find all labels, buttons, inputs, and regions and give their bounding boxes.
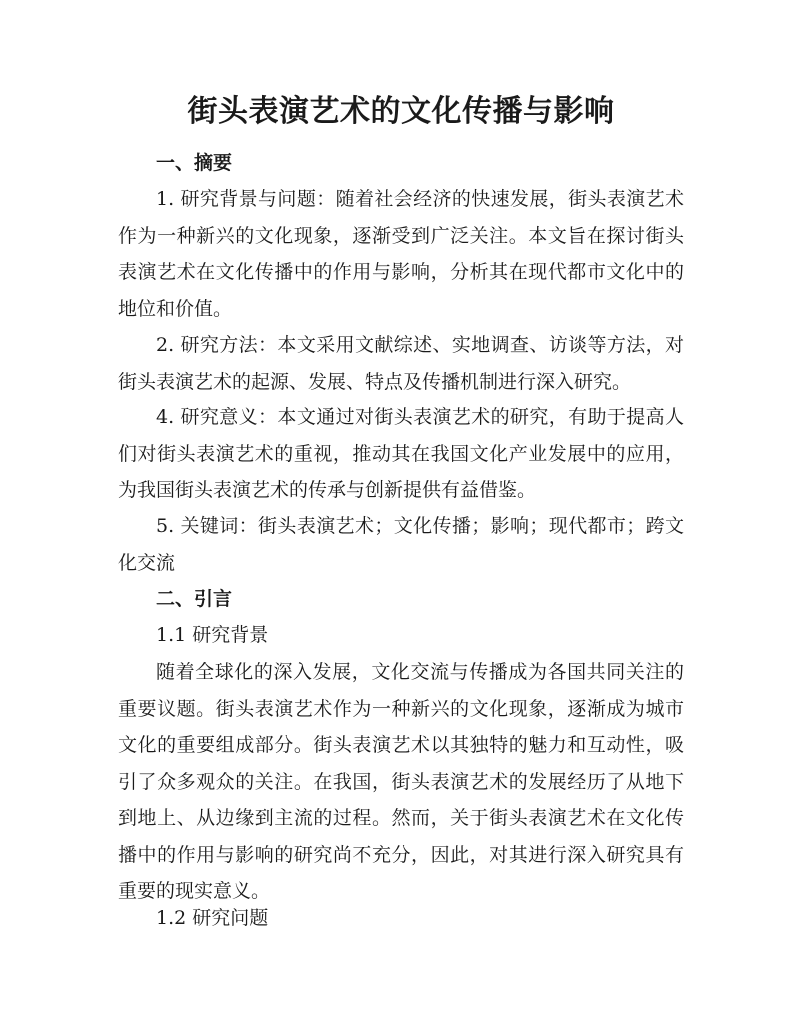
abstract-paragraph-3: 4. 研究意义：本文通过对街头表演艺术的研究，有助于提高人们对街头表演艺术的重视，推动其在我国文化产业发展中的应用，为我国街头表演艺术的传承与创新提供有益借鉴。 [118,406,684,501]
abstract-heading: 一、摘要 [156,152,233,174]
section-1-2-heading: 1.2 研究问题 [156,907,269,929]
abstract-keywords: 5. 关键词：街头表演艺术；文化传播；影响；现代都市；跨文化交流 [118,515,684,574]
abstract-paragraph-1: 1. 研究背景与问题：随着社会经济的快速发展，街头表演艺术作为一种新兴的文化现象，逐渐受到广泛关注。本文旨在探讨街头表演艺术在文化传播中的作用与影响，分析其在现代都市文化中的地位和价值。 [118,188,684,320]
document-title: 街头表演艺术的文化传播与影响 [187,94,615,129]
section-1-1-heading: 1.1 研究背景 [156,624,269,646]
introduction-paragraph-1: 随着全球化的深入发展，文化交流与传播成为各国共同关注的重要议题。街头表演艺术作为一种新兴的文化现象，逐渐成为城市文化的重要组成部分。街头表演艺术以其独特的魅力和互动性，吸引了众多观众的关注。在我国，街头表演艺术的发展经历了从地下到地上、从边缘到主流的过程。然而，关于街头表演艺术在文化传播中的作用与影响的研究尚不充分，因此，对其进行深入研究具有重要的现实意义。 [118,661,684,902]
introduction-heading: 二、引言 [156,588,233,610]
abstract-paragraph-2: 2. 研究方法：本文采用文献综述、实地调查、访谈等方法，对街头表演艺术的起源、发展、特点及传播机制进行深入研究。 [118,334,684,393]
